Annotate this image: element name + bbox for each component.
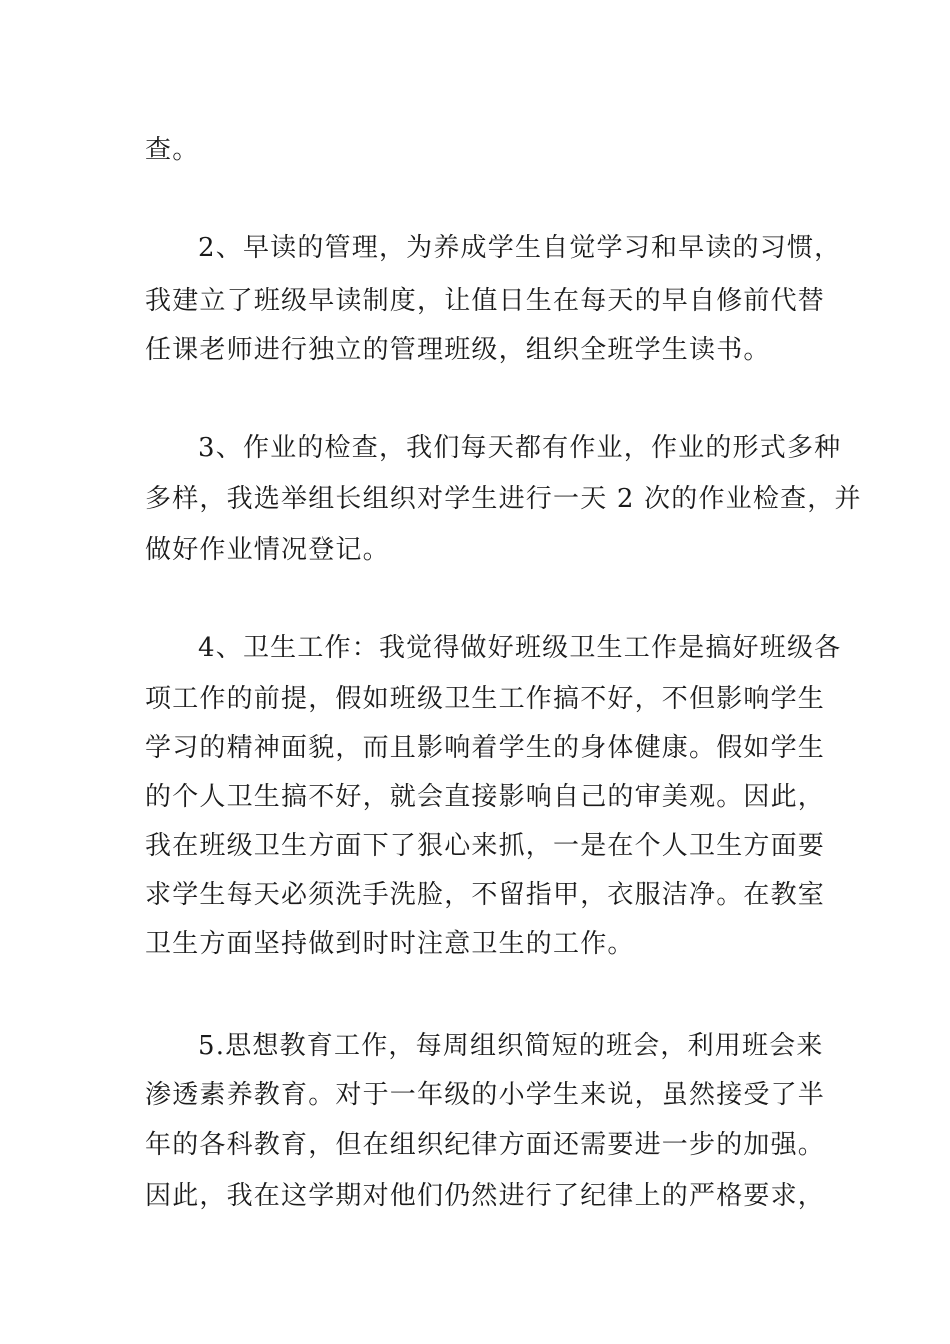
paragraph-4-line-3: 学习的精神面貌，而且影响着学生的身体健康。假如学生 bbox=[145, 733, 826, 763]
paragraph-2-line-1: 2、早读的管理，为养成学生自觉学习和早读的习惯， bbox=[198, 233, 842, 263]
paragraph-3-line-1: 3、作业的检查，我们每天都有作业，作业的形式多种 bbox=[198, 433, 842, 463]
paragraph-5-line-2: 渗透素养教育。对于一年级的小学生来说，虽然接受了半 bbox=[145, 1080, 826, 1110]
paragraph-2-line-3: 任课老师进行独立的管理班级，组织全班学生读书。 bbox=[145, 335, 771, 365]
continuation-line: 查。 bbox=[145, 135, 200, 165]
paragraph-4-line-4: 的个人卫生搞不好，就会直接影响自己的审美观。因此， bbox=[145, 782, 826, 812]
paragraph-5-line-1: 5.思想教育工作，每周组织简短的班会，利用班会来 bbox=[198, 1031, 824, 1061]
paragraph-4-line-5: 我在班级卫生方面下了狠心来抓，一是在个人卫生方面要 bbox=[145, 831, 826, 861]
paragraph-2-line-2: 我建立了班级早读制度，让值日生在每天的早自修前代替 bbox=[145, 286, 826, 316]
paragraph-3-line-3: 做好作业情况登记。 bbox=[145, 535, 390, 565]
paragraph-3-line-2: 多样，我选举组长组织对学生进行一天 2 次的作业检查，并 bbox=[145, 484, 862, 514]
paragraph-4-line-6: 求学生每天必须洗手洗脸，不留指甲，衣服洁净。在教室 bbox=[145, 880, 826, 910]
paragraph-4-line-2: 项工作的前提，假如班级卫生工作搞不好，不但影响学生 bbox=[145, 684, 826, 714]
paragraph-4-line-1: 4、卫生工作：我觉得做好班级卫生工作是搞好班级各 bbox=[198, 633, 842, 663]
paragraph-5-line-4: 因此，我在这学期对他们仍然进行了纪律上的严格要求， bbox=[145, 1181, 826, 1211]
paragraph-4-line-7: 卫生方面坚持做到时时注意卫生的工作。 bbox=[145, 929, 635, 959]
paragraph-5-line-3: 年的各科教育，但在组织纪律方面还需要进一步的加强。 bbox=[145, 1130, 826, 1160]
